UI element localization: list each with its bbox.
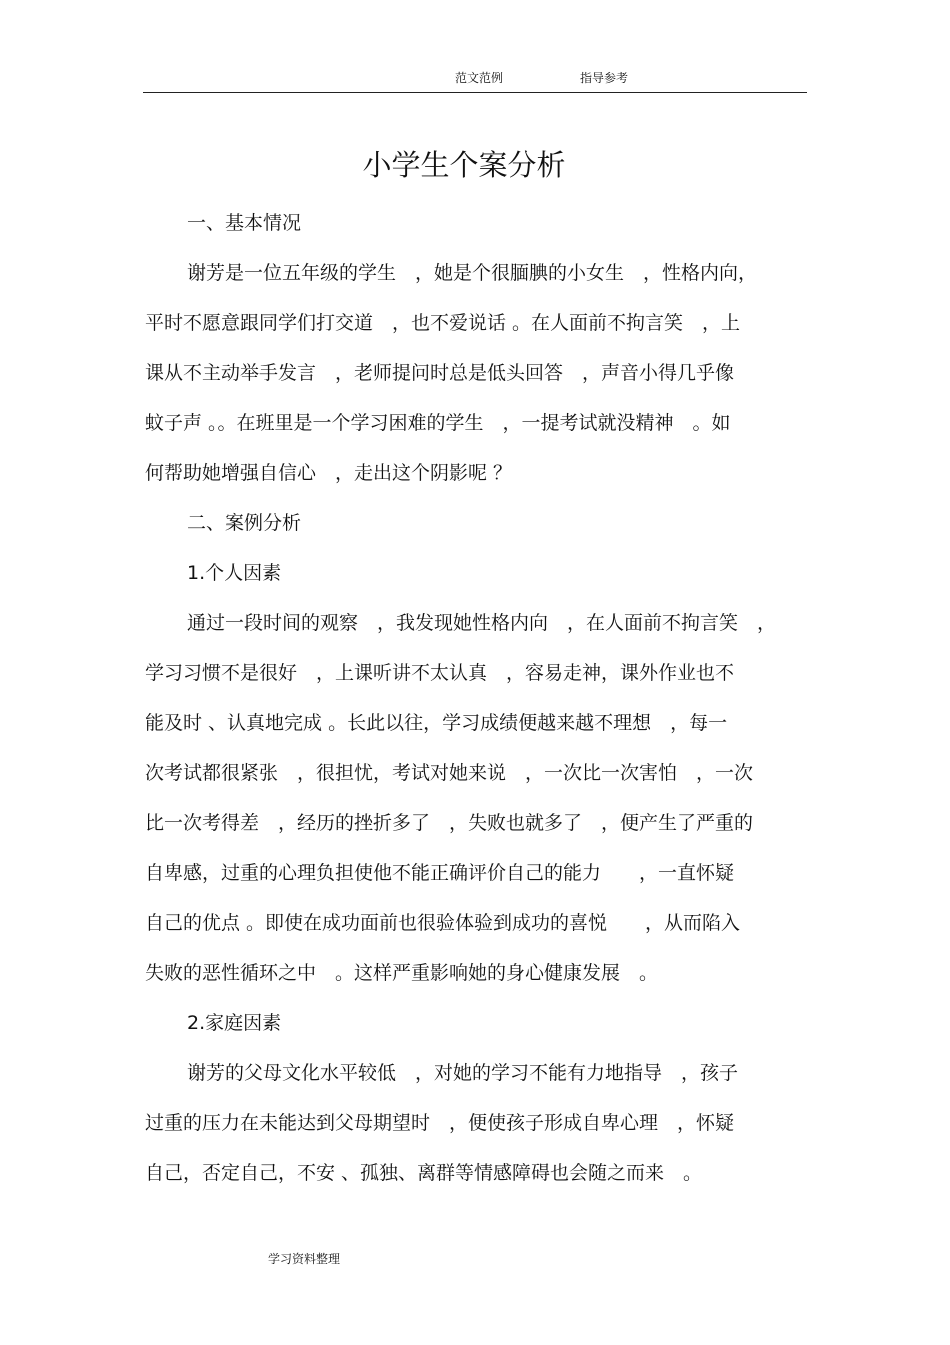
paragraph-line: 失败的恶性循环之中 。这样严重影响她的身心健康发展 。 xyxy=(145,962,659,984)
subsection-heading-personal: 1.个人因素 xyxy=(187,562,282,584)
paragraph-line: 过重的压力在未能达到父母期望时 ，便使孩子形成自卑心理 ，怀疑 xyxy=(145,1112,735,1134)
paragraph-line: 比一次考得差 ，经历的挫折多了 ，失败也就多了 ，便产生了严重的 xyxy=(145,812,754,834)
paragraph-line: 课从不主动举手发言 ，老师提问时总是低头回答 ，声音小得几乎像 xyxy=(145,362,735,384)
paragraph-line: 谢芳的父母文化水平较低 ，对她的学习不能有力地指导 ，孩子 xyxy=(187,1062,739,1084)
paragraph-line: 自己，否定自己，不安 、孤独、离群等情感障碍也会随之而来 。 xyxy=(145,1162,703,1184)
header-left-text: 范文范例 xyxy=(455,71,504,85)
subsection-heading-family: 2.家庭因素 xyxy=(187,1012,282,1034)
paragraph-line: 能及时 、认真地完成 。长此以往，学习成绩便越来越不理想 ，每一 xyxy=(145,712,728,734)
section-heading-case-analysis: 二、案例分析 xyxy=(187,512,302,534)
paragraph-line: 次考试都很紧张 ，很担忧，考试对她来说 ，一次比一次害怕 ，一次 xyxy=(145,762,754,784)
header-right-text: 指导参考 xyxy=(580,71,629,85)
paragraph-line: 何帮助她增强自信心 ，走出这个阴影呢 ？ xyxy=(145,462,513,484)
paragraph-line: 蚊子声 。。在班里是一个学习困难的学生 ，一提考试就没精神 。如 xyxy=(145,412,731,434)
paragraph-line: 学习习惯不是很好 ，上课听讲不太认真 ，容易走神，课外作业也不 xyxy=(145,662,735,684)
paragraph-line: 通过一段时间的观察 ，我发现她性格内向 ，在人面前不拘言笑 ， xyxy=(187,612,777,634)
paragraph-line: 自卑感，过重的心理负担使他不能正确评价自己的能力 ，一直怀疑 xyxy=(145,862,735,884)
page-header xyxy=(143,70,807,93)
document-body xyxy=(145,198,815,1198)
paragraph-line: 平时不愿意跟同学们打交道 ，也不爱说话 。在人面前不拘言笑 ，上 xyxy=(145,312,741,334)
paragraph-line: 自己的优点 。即使在成功面前也很验体验到成功的喜悦 ，从而陷入 xyxy=(145,912,741,934)
page-footer: 学习资料整理 xyxy=(268,1252,341,1266)
document-title: 小学生个案分析 xyxy=(362,148,566,182)
paragraph-line: 谢芳是一位五年级的学生 ，她是个很腼腆的小女生 ，性格内向， xyxy=(187,262,758,284)
section-heading-basic-info: 一、基本情况 xyxy=(187,212,302,234)
